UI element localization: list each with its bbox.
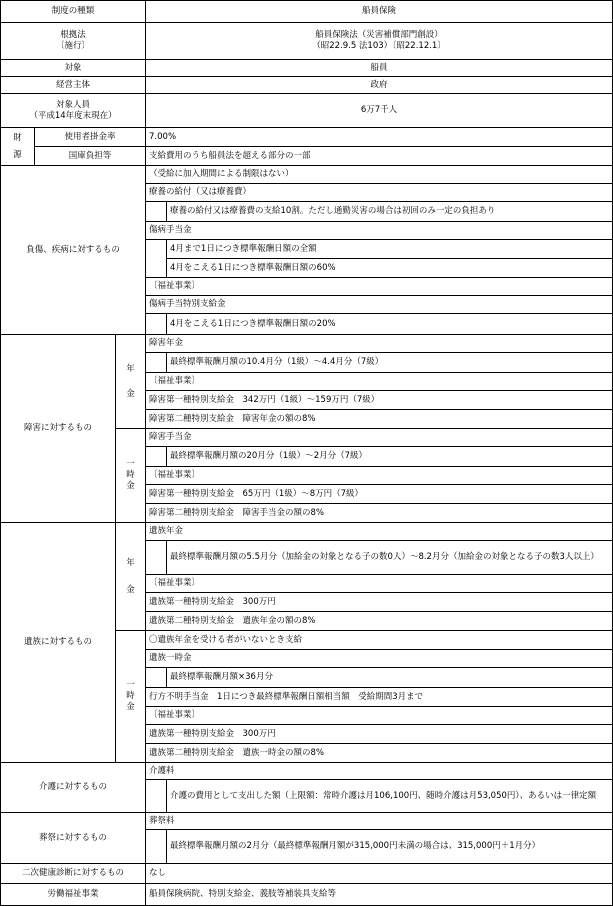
finance-label: 財 源 [1, 128, 35, 166]
survivor-line: 遺族年金 [146, 523, 613, 541]
injury-line: 4月をこえる1日につき標準報酬日額の20% [167, 314, 613, 335]
finance-treasury-label: 国庫負担等 [35, 147, 146, 166]
disability-line: 障害第一種特別支給金 342万円（1級）～159万円（7級） [146, 391, 613, 410]
disability-pension-label: 年 金 [116, 335, 146, 429]
survivor-line: 遺族第二種特別支給金 遺族年金の額の8% [146, 612, 613, 631]
header-value: 船員保険 [146, 1, 613, 23]
checkup-label: 二次健康診断に対するもの [1, 864, 146, 884]
disability-line: 障害第一種特別支給金 65万円（1級）～8万円（7級） [146, 485, 613, 504]
survivor-line: 最終標準報酬月額×36月分 [167, 668, 613, 688]
disability-line: 〔福祉事業〕 [146, 373, 613, 391]
care-line: 介護料 [146, 763, 613, 780]
survivor-line: 〔福祉事業〕 [146, 707, 613, 725]
members-value: 6万7千人 [146, 94, 613, 128]
target-label: 対象 [1, 60, 146, 77]
disability-line: 最終標準報酬月額の20月分（1級）～2月分（7級） [167, 447, 613, 467]
welfare-label: 労働福祉事業 [1, 884, 146, 906]
operator-value: 政府 [146, 77, 613, 94]
survivor-line: 〇遺族年金を受ける者がいないとき支給 [146, 631, 613, 650]
care-line: 介護の費用として支出した額（上限額：常時介護は月106,100円、随時介護は月53,050円）、あるいは一律定額 [167, 780, 613, 813]
disability-line: 障害手当金 [146, 429, 613, 447]
survivor-line: 行方不明手当金 1日につき最終標準報酬日額相当額 受給期間3月まで [146, 688, 613, 707]
survivor-line: 遺族第一種特別支給金 300万円 [146, 725, 613, 744]
disability-lump-label: 一 時 金 [116, 429, 146, 523]
survivor-line: 〔福祉事業〕 [146, 575, 613, 593]
funeral-line: 葬祭料 [146, 813, 613, 830]
finance-rate-label: 使用者掛金率 [35, 128, 146, 147]
injury-label: 負傷、疾病に対するもの [1, 166, 146, 335]
target-value: 船員 [146, 60, 613, 77]
injury-line: 療養の給付又は療養費の支給10割。ただし通勤災害の場合は初回のみ一定の負担あり [167, 202, 613, 222]
disability-line: 障害年金 [146, 335, 613, 353]
members-label: 対象人員 （平成14年度末現在） [1, 94, 146, 128]
law-label: 根拠法 〔施行〕 [1, 23, 146, 60]
survivor-label: 遺族に対するもの [1, 523, 116, 763]
disability-line: 障害第二種特別支給金 障害年金の額の8% [146, 410, 613, 429]
checkup-value: なし [146, 864, 613, 884]
injury-line: （受給に加入期間による制限はない） [146, 166, 613, 184]
disability-label: 障害に対するもの [1, 335, 116, 523]
injury-line: 4月まで1日につき標準報酬日額の全額 [167, 240, 613, 259]
injury-line: 傷病手当特別支給金 [146, 296, 613, 314]
care-label: 介護に対するもの [1, 763, 146, 813]
survivor-line: 最終標準報酬月額の5.5月分（加給金の対象となる子の数0人）～8.2月分（加給金の対象となる子の数3人以上） [167, 541, 613, 575]
header-label: 制度の種類 [1, 1, 146, 23]
finance-treasury-value: 支給費用のうち船員法を超える部分の一部 [146, 147, 613, 166]
injury-line: 傷病手当金 [146, 222, 613, 240]
survivor-pension-label: 年 金 [116, 523, 146, 631]
survivor-lump-label: 一 時 金 [116, 631, 146, 763]
injury-line: 療養の給付（又は療養費） [146, 184, 613, 202]
law-value: 船員保険法（災害補償部門創設） （昭22.9.5 法103）〔昭22.12.1〕 [146, 23, 613, 60]
disability-line: 最終標準報酬月額の10.4月分（1級）～4.4月分（7級） [167, 353, 613, 373]
operator-label: 経営主体 [1, 77, 146, 94]
survivor-line: 遺族第一種特別支給金 300万円 [146, 593, 613, 612]
funeral-label: 葬祭に対するもの [1, 813, 146, 864]
survivor-line: 遺族第二種特別支給金 遺族一時金の額の8% [146, 744, 613, 763]
disability-line: 障害第二種特別支給金 障害手当金の額の8% [146, 504, 613, 523]
injury-line: 4月をこえる1日につき標準報酬日額の60% [167, 259, 613, 278]
finance-rate-value: 7.00% [146, 128, 613, 147]
survivor-line: 遺族一時金 [146, 650, 613, 668]
injury-line: 〔福祉事業〕 [146, 278, 613, 296]
welfare-value: 船員保険病院、特別支給金、義肢等補装具支給等 [146, 884, 613, 906]
disability-line: 〔福祉事業〕 [146, 467, 613, 485]
funeral-line: 最終標準報酬月額の2月分（最終標準報酬月額が315,000円未満の場合は、315,000円＋1月分） [167, 830, 613, 864]
